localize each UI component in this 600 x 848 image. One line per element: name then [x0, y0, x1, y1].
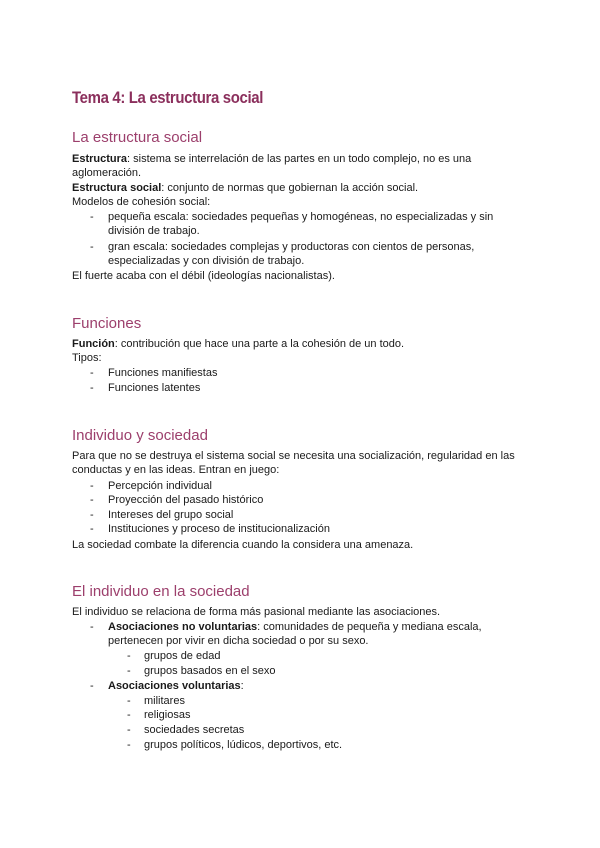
- list-dash: -: [127, 650, 131, 662]
- term-no-voluntarias: Asociaciones no voluntarias: [108, 621, 258, 633]
- list-dash: -: [127, 724, 131, 736]
- list-item: Proyección del pasado histórico: [108, 494, 264, 506]
- list-item: Funciones manifiestas: [108, 367, 218, 379]
- sublist-item: grupos de edad: [144, 650, 221, 662]
- term-funcion: Función: [72, 338, 115, 350]
- list-dash: -: [127, 709, 131, 721]
- paragraph-amenaza: La sociedad combate la diferencia cuando la considera una amenaza.: [72, 539, 414, 551]
- sublist-item: religiosas: [144, 709, 191, 721]
- list-dash: -: [90, 211, 94, 223]
- term-estructura: Estructura: [72, 153, 128, 165]
- page-title: Tema 4: La estructura social: [72, 88, 264, 107]
- section-heading-funciones: Funciones: [72, 315, 142, 332]
- paragraph-continuation: aglomeración.: [72, 167, 142, 179]
- section-heading-estructura: La estructura social: [72, 129, 203, 146]
- list-dash: -: [127, 739, 131, 751]
- list-dash: -: [90, 680, 94, 692]
- paragraph-asociaciones: El individuo se relaciona de forma más pasional mediante las asociaciones.: [72, 606, 441, 618]
- list-item-no-voluntarias: [108, 620, 482, 634]
- definition-estructura: : sistema se interrelación de las partes en un todo complejo, no es una: [127, 153, 472, 165]
- paragraph-estructura: [72, 152, 471, 166]
- section-heading-individuo-sociedad: El individuo en la sociedad: [72, 583, 250, 600]
- list-item-continuation: especializadas y con división de trabajo.: [108, 255, 305, 267]
- paragraph-tipos: Tipos:: [72, 352, 102, 364]
- list-dash: -: [90, 382, 94, 394]
- list-item: Percepción individual: [108, 480, 212, 492]
- list-dash: -: [90, 241, 94, 253]
- definition-estructura-social: : conjunto de normas que gobiernan la acción social.: [161, 182, 419, 194]
- list-dash: -: [90, 494, 94, 506]
- definition-no-voluntarias: : comunidades de pequeña y mediana escala,: [257, 621, 482, 633]
- definition-funcion: : contribución que hace una parte a la cohesión de un todo.: [114, 338, 405, 350]
- list-item: pequeña escala: sociedades pequeñas y homogéneas, no especializadas y sin: [108, 211, 494, 223]
- list-dash: -: [90, 509, 94, 521]
- list-item: Instituciones y proceso de institucionalización: [108, 523, 330, 535]
- paragraph-fuerte: El fuerte acaba con el débil (ideologías nacionalistas).: [72, 270, 335, 282]
- definition-voluntarias: :: [240, 680, 244, 692]
- sublist-item: grupos políticos, lúdicos, deportivos, etc.: [144, 739, 343, 751]
- sublist-item: sociedades secretas: [144, 724, 245, 736]
- paragraph-estructura-social: [72, 181, 418, 195]
- sublist-item: grupos basados en el sexo: [144, 665, 276, 677]
- term-voluntarias: Asociaciones voluntarias: [108, 680, 241, 692]
- paragraph-modelos: Modelos de cohesión social:: [72, 196, 211, 208]
- paragraph-continuation: conductas y en las ideas. Entran en juego:: [72, 464, 280, 476]
- paragraph-sistema: Para que no se destruya el sistema social se necesita una socialización, regularidad en las: [72, 450, 515, 462]
- sublist-item: militares: [144, 695, 185, 707]
- list-item-continuation: pertenecen por vivir en dicha sociedad o por su sexo.: [108, 635, 369, 647]
- list-item: Funciones latentes: [108, 382, 201, 394]
- list-dash: -: [90, 480, 94, 492]
- section-heading-individuo: Individuo y sociedad: [72, 427, 208, 444]
- list-dash: -: [90, 621, 94, 633]
- paragraph-funcion: [72, 337, 404, 351]
- list-dash: -: [127, 665, 131, 677]
- list-dash: -: [90, 523, 94, 535]
- list-dash: -: [90, 367, 94, 379]
- list-item: gran escala: sociedades complejas y productoras con cientos de personas,: [108, 241, 475, 253]
- list-item-continuation: división de trabajo.: [108, 225, 200, 237]
- list-item-voluntarias: [108, 679, 244, 693]
- list-item: Intereses del grupo social: [108, 509, 234, 521]
- term-estructura-social: Estructura social: [72, 182, 162, 194]
- list-dash: -: [127, 695, 131, 707]
